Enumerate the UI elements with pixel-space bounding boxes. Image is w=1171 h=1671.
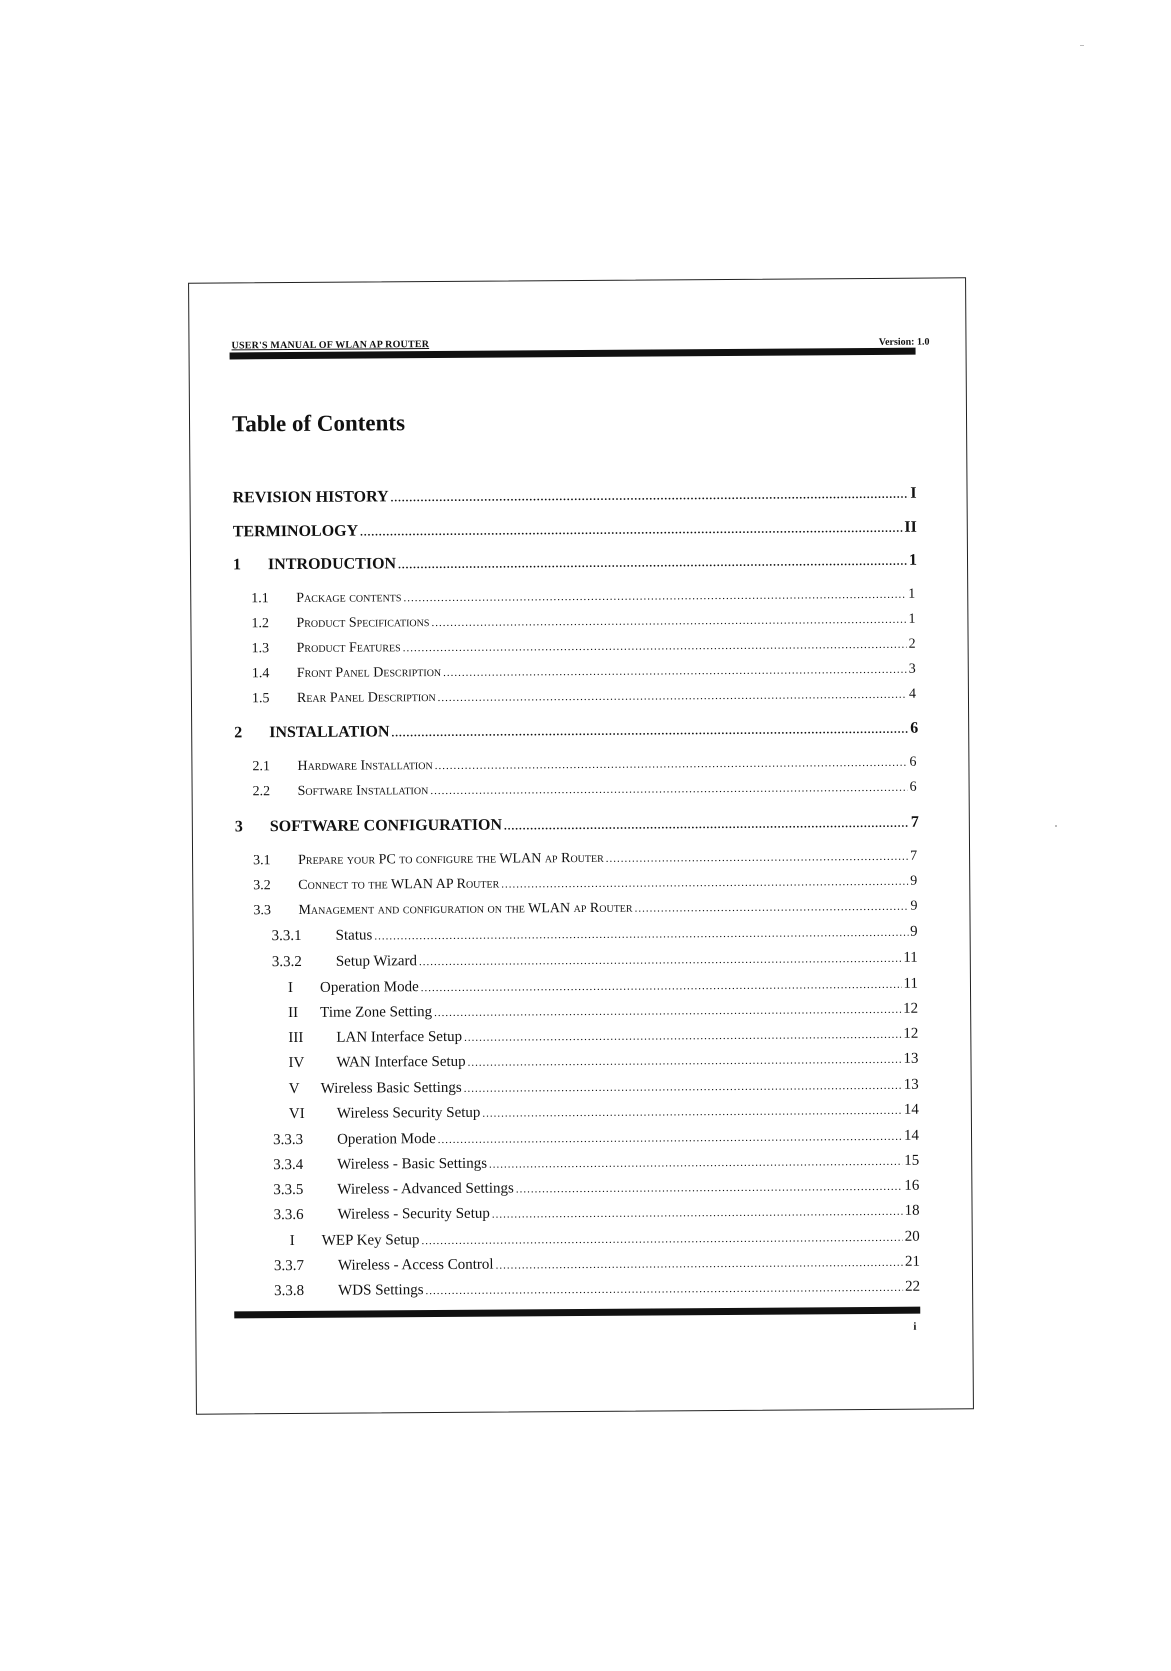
toc-entry-number: 1.1 xyxy=(251,591,269,607)
toc-leader-dots xyxy=(421,1232,902,1247)
toc-entry[interactable] xyxy=(252,687,916,708)
toc-entry-label: WAN Interface Setup xyxy=(336,1053,466,1071)
toc-entry-number: 3.3.8 xyxy=(274,1282,305,1300)
toc-entry-number: III xyxy=(288,1029,304,1047)
toc-entry-number: 3.3 xyxy=(253,903,271,919)
toc-entry-page: 20 xyxy=(904,1228,920,1245)
toc-entry-page: 21 xyxy=(904,1253,920,1270)
toc-entry[interactable] xyxy=(252,662,916,683)
toc-entry-number: 1.4 xyxy=(251,666,270,682)
toc-entry[interactable] xyxy=(274,1203,920,1225)
toc-leader-dots xyxy=(374,927,908,943)
toc-entry-number: 3.1 xyxy=(253,853,271,869)
page-title: Table of Contents xyxy=(231,410,406,437)
scan-speck xyxy=(1055,825,1057,827)
toc-entry-number: 3.3.1 xyxy=(271,927,302,945)
toc-entry[interactable] xyxy=(233,519,917,542)
toc-leader-dots xyxy=(501,876,908,891)
toc-entry[interactable] xyxy=(272,950,918,972)
toc-entry-label: Time Zone Setting xyxy=(320,1004,433,1021)
toc-entry[interactable] xyxy=(289,1102,919,1123)
toc-entry-page: 1 xyxy=(908,551,918,569)
toc-entry-number: VI xyxy=(288,1105,305,1123)
toc-entry-label: Prepare your PC to configure the WLAN ap Router xyxy=(298,850,604,868)
toc-entry-page: 6 xyxy=(910,719,919,737)
scan-speck xyxy=(1080,45,1084,46)
toc-entry-number: I xyxy=(287,980,294,997)
toc-entry-number: V xyxy=(288,1080,300,1098)
toc-entry[interactable] xyxy=(288,1001,918,1022)
toc-entry[interactable] xyxy=(273,1128,919,1150)
toc-entry-label: Status xyxy=(335,927,373,944)
toc-entry[interactable] xyxy=(273,1178,919,1200)
toc-entry[interactable] xyxy=(253,874,917,895)
toc-entry-label: Package contents xyxy=(296,590,402,606)
toc-entry-page: 14 xyxy=(903,1101,919,1118)
toc-entry-number: 3.3.2 xyxy=(271,953,302,971)
header-version: Version: 1.0 xyxy=(878,336,930,348)
toc-leader-dots xyxy=(464,1029,901,1044)
toc-entry[interactable] xyxy=(290,1229,920,1250)
toc-entry-page: 6 xyxy=(909,754,917,770)
toc-entry[interactable] xyxy=(252,755,916,776)
toc-leader-dots xyxy=(434,1004,901,1019)
toc-entry-page: 12 xyxy=(903,1025,919,1042)
toc-entry-number: 1.5 xyxy=(251,691,270,707)
toc-entry-label: INSTALLATION xyxy=(269,723,390,742)
toc-entry-page: 14 xyxy=(903,1127,920,1144)
toc-entry-label: INTRODUCTION xyxy=(267,555,397,574)
toc-entry-page: 4 xyxy=(908,686,917,702)
toc-entry-label: TERMINOLOGY xyxy=(232,522,359,541)
toc-entry[interactable] xyxy=(288,1026,918,1047)
toc-entry-page: 1 xyxy=(908,611,916,627)
toc-entry-page: 6 xyxy=(909,779,917,795)
toc-leader-dots xyxy=(403,639,907,655)
toc-entry-label: WDS Settings xyxy=(338,1282,424,1299)
toc-entry-page: 9 xyxy=(910,898,918,914)
toc-entry-page: 11 xyxy=(903,975,919,992)
toc-leader-dots xyxy=(464,1080,902,1095)
toc-entry-page: 12 xyxy=(903,1000,919,1017)
toc-leader-dots xyxy=(438,1131,902,1146)
toc-entry-number: 2 xyxy=(234,724,243,742)
page-frame xyxy=(188,277,974,1414)
toc-entry-label: Operation Mode xyxy=(336,1131,436,1148)
toc-leader-dots xyxy=(419,953,901,968)
toc-entry-page: I xyxy=(910,484,917,502)
toc-leader-dots xyxy=(360,523,902,539)
toc-entry-page: 7 xyxy=(910,848,918,864)
toc-leader-dots xyxy=(425,1282,903,1297)
toc-entry[interactable] xyxy=(233,552,917,575)
toc-entry-page: 9 xyxy=(910,923,918,940)
toc-entry-label: Management and configuration on the WLAN ap Router xyxy=(298,900,633,918)
toc-entry[interactable] xyxy=(251,587,915,608)
toc-leader-dots xyxy=(489,1156,902,1171)
toc-leader-dots xyxy=(496,1257,903,1272)
toc-entry-label: Wireless - Basic Settings xyxy=(337,1155,488,1173)
toc-entry-number: 3 xyxy=(234,818,243,836)
toc-entry-page: 11 xyxy=(903,949,918,966)
toc-leader-dots xyxy=(398,556,907,572)
toc-entry-page: 2 xyxy=(908,636,916,652)
footer-page-number: i xyxy=(913,1320,917,1333)
toc-entry-number: 3.3.7 xyxy=(273,1257,304,1275)
toc-entry[interactable] xyxy=(274,1279,920,1301)
toc-leader-dots xyxy=(435,757,908,772)
toc-entry[interactable] xyxy=(233,485,917,508)
toc-entry-page: 13 xyxy=(903,1076,919,1093)
toc-entry-number: 3.2 xyxy=(253,878,271,894)
toc-entry-page: 3 xyxy=(908,661,916,677)
toc-entry-label: Operation Mode xyxy=(319,979,419,996)
toc-leader-dots xyxy=(606,851,908,865)
toc-leader-dots xyxy=(431,614,906,629)
toc-leader-dots xyxy=(438,689,907,704)
toc-entry-number: 1 xyxy=(232,556,242,574)
toc-entry-number: II xyxy=(288,1004,299,1022)
toc-entry[interactable] xyxy=(253,899,917,920)
toc-leader-dots xyxy=(403,589,906,605)
toc-entry-label: LAN Interface Setup xyxy=(336,1028,463,1046)
toc-entry[interactable] xyxy=(253,849,917,870)
toc-entry-label: Connect to the WLAN AP Router xyxy=(298,876,500,893)
toc-leader-dots xyxy=(468,1054,902,1069)
toc-entry-number: IV xyxy=(288,1054,305,1072)
toc-entry-label: Hardware Installation xyxy=(297,758,433,774)
toc-entry-number: 2.1 xyxy=(252,759,270,775)
toc-entry-number: 3.3.5 xyxy=(273,1181,304,1199)
toc-entry-number: 3.3.4 xyxy=(273,1156,304,1174)
toc-entry[interactable] xyxy=(273,1153,919,1175)
toc-entry-page: 18 xyxy=(904,1202,920,1219)
toc-leader-dots xyxy=(516,1181,903,1196)
toc-leader-dots xyxy=(430,782,907,797)
table-of-contents xyxy=(189,278,973,1413)
toc-entry-label: Front Panel Description xyxy=(296,664,442,681)
toc-entry[interactable] xyxy=(274,1254,920,1276)
toc-entry-page: 9 xyxy=(910,873,918,889)
toc-entry[interactable] xyxy=(288,1051,918,1072)
toc-entry-label: Rear Panel Description xyxy=(296,690,436,706)
toc-entry-page: II xyxy=(904,518,917,536)
toc-entry-label: Wireless - Access Control xyxy=(337,1256,494,1274)
toc-entry-number: 3.3.3 xyxy=(272,1131,304,1149)
toc-entry-label: Wireless - Security Setup xyxy=(337,1205,490,1223)
header-title: USER'S MANUAL OF WLAN AP ROUTER xyxy=(231,339,430,352)
toc-leader-dots xyxy=(482,1105,902,1120)
toc-entry-label: WEP Key Setup xyxy=(321,1232,420,1249)
toc-entry-number: 2.2 xyxy=(252,784,271,800)
toc-entry[interactable] xyxy=(253,780,917,801)
toc-entry[interactable] xyxy=(289,1077,919,1098)
toc-entry-number: 3.3.6 xyxy=(273,1206,304,1224)
toc-entry-label: Product Specifications xyxy=(296,615,430,631)
toc-entry[interactable] xyxy=(251,612,915,633)
toc-entry-number: I xyxy=(289,1233,295,1250)
toc-entry-label: Product Features xyxy=(296,640,401,656)
toc-entry[interactable] xyxy=(235,814,919,837)
toc-entry-page: 7 xyxy=(910,813,919,831)
toc-entry-page: 16 xyxy=(904,1177,920,1194)
toc-entry-label: Wireless Security Setup xyxy=(336,1104,481,1122)
toc-entry[interactable] xyxy=(272,924,918,946)
toc-entry-page: 1 xyxy=(908,586,916,602)
toc-entry-number: 1.2 xyxy=(251,616,269,632)
toc-leader-dots xyxy=(443,664,907,679)
toc-entry[interactable] xyxy=(288,976,918,997)
toc-entry-number: 1.3 xyxy=(251,641,270,657)
toc-entry[interactable] xyxy=(252,637,916,658)
toc-entry-page: 22 xyxy=(905,1278,921,1295)
toc-entry-label: Wireless Basic Settings xyxy=(320,1079,462,1097)
toc-entry[interactable] xyxy=(234,720,918,743)
toc-leader-dots xyxy=(635,901,909,915)
toc-leader-dots xyxy=(391,724,908,740)
toc-entry-label: Setup Wizard xyxy=(335,953,418,970)
toc-entry-label: SOFTWARE CONFIGURATION xyxy=(269,816,503,836)
toc-entry-label: Software Installation xyxy=(297,783,429,799)
toc-entry-label: REVISION HISTORY xyxy=(232,488,389,507)
toc-leader-dots xyxy=(492,1206,903,1221)
toc-entry-label: Wireless - Advanced Settings xyxy=(337,1180,514,1198)
toc-entry-page: 13 xyxy=(903,1050,919,1067)
toc-entry-page: 15 xyxy=(904,1152,920,1169)
toc-leader-dots xyxy=(391,489,909,505)
toc-leader-dots xyxy=(504,818,909,833)
toc-leader-dots xyxy=(421,979,902,994)
